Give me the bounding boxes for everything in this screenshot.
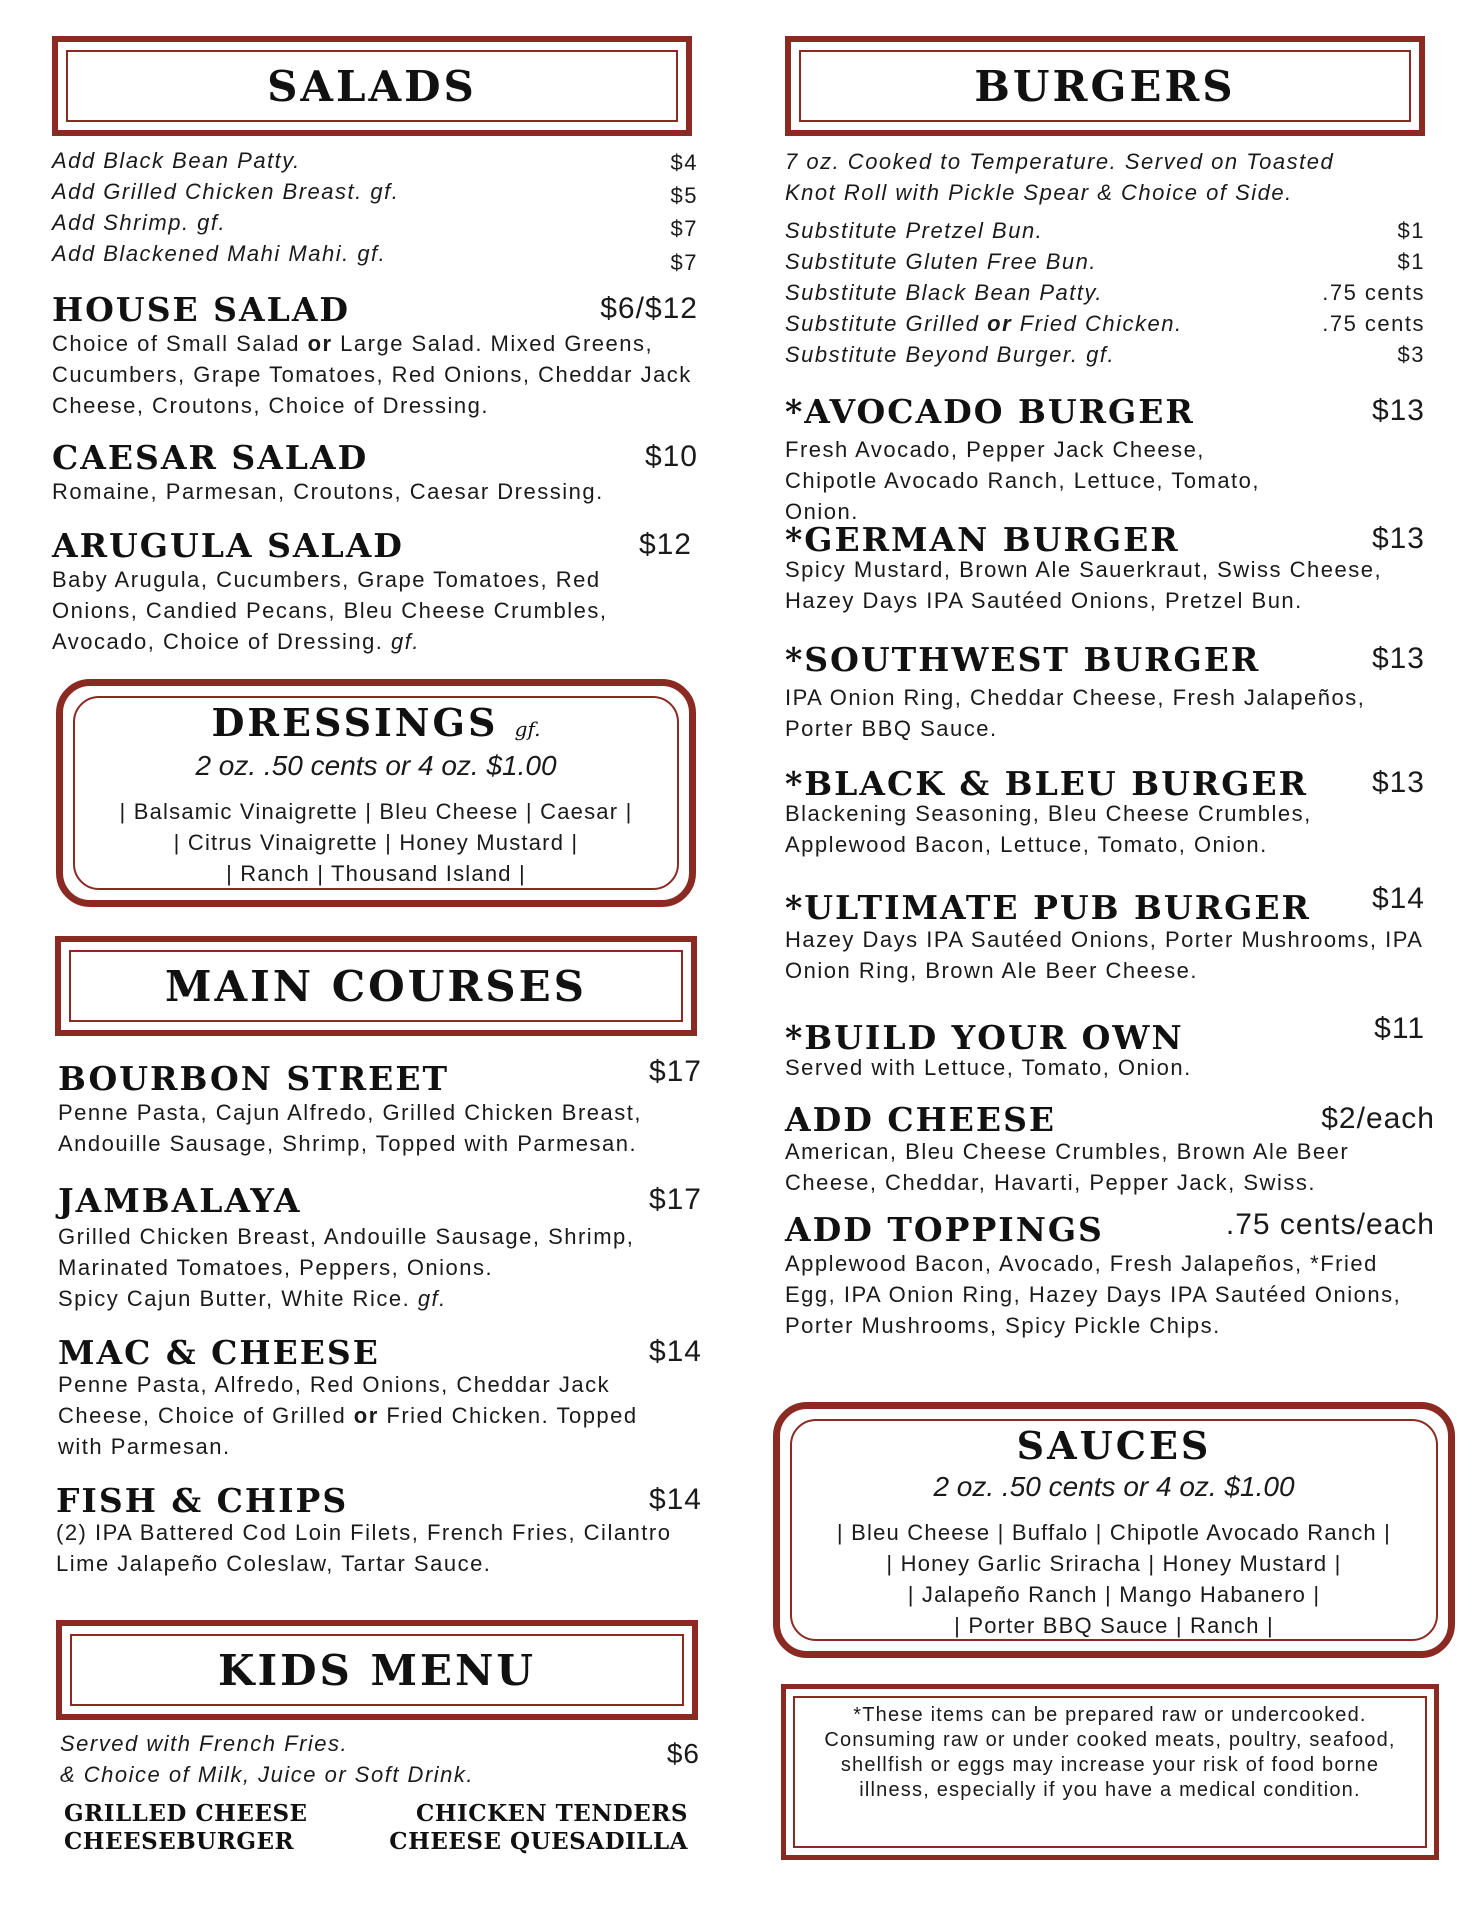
kids-menu-header: KIDS MENU bbox=[217, 1645, 537, 1695]
menu-item-fish-and-chips bbox=[56, 1481, 702, 1576]
item-description: Spicy Mustard, Brown Ale Sauerkraut, Swiss Cheese, Hazey Days IPA Sautéed Onions, Pretzel Bun. bbox=[785, 557, 1383, 613]
menu-item-add-toppings bbox=[785, 1210, 1435, 1350]
item-price: $10 bbox=[644, 440, 698, 473]
substitute-row: Substitute Grilled or Fried Chicken. .75 cents bbox=[785, 311, 1425, 336]
kids-note: Served with French Fries. bbox=[60, 1731, 349, 1756]
item-description: Served with Lettuce, Tomato, Onion. bbox=[785, 1055, 1192, 1080]
food-safety-disclaimer-box bbox=[781, 1684, 1439, 1860]
sauces-title: SAUCES bbox=[1016, 1423, 1212, 1468]
item-price: $14 bbox=[648, 1335, 702, 1368]
item-price: .75 cents/each bbox=[1225, 1208, 1435, 1241]
kids-item-cheeseburger: CHEESEBURGER bbox=[64, 1828, 295, 1855]
sauces-line: | Bleu Cheese | Buffalo | Chipotle Avocado Ranch | bbox=[836, 1520, 1392, 1545]
burgers-header-box bbox=[785, 36, 1425, 136]
kids-menu-header-box bbox=[56, 1620, 698, 1720]
addon-label: Add Grilled Chicken Breast. gf. bbox=[52, 179, 400, 204]
main-courses-header: MAIN COURSES bbox=[165, 961, 587, 1011]
substitute-row: Substitute Pretzel Bun. $1 bbox=[785, 218, 1425, 243]
sauces-line: | Porter BBQ Sauce | Ranch | bbox=[954, 1613, 1274, 1638]
burger-items bbox=[785, 392, 1440, 1352]
sauces-list bbox=[780, 1517, 1448, 1641]
dressings-line: | Citrus Vinaigrette | Honey Mustard | bbox=[173, 830, 579, 855]
item-description: Blackening Seasoning, Bleu Cheese Crumbles, Applewood Bacon, Lettuce, Tomato, Onion. bbox=[785, 801, 1312, 857]
item-title: CAESAR SALAD bbox=[52, 438, 369, 477]
item-title: JAMBALAYA bbox=[58, 1181, 302, 1220]
right-column bbox=[785, 0, 1440, 1920]
sauces-box bbox=[773, 1402, 1455, 1658]
addon-row bbox=[52, 179, 698, 209]
item-title: *ULTIMATE PUB BURGER bbox=[785, 888, 1311, 927]
item-price: $17 bbox=[648, 1183, 702, 1216]
substitute-row: Substitute Beyond Burger. gf. $3 bbox=[785, 342, 1425, 367]
burger-substitutes bbox=[785, 218, 1425, 378]
salad-items bbox=[52, 290, 698, 660]
salads-header: SALADS bbox=[267, 61, 477, 111]
menu-item-build-your-own bbox=[785, 1012, 1425, 1092]
item-price: $13 bbox=[1371, 394, 1425, 427]
main-courses-header-box bbox=[55, 936, 697, 1036]
dressings-line: | Ranch | Thousand Island | bbox=[226, 861, 526, 886]
addon-row bbox=[52, 148, 698, 178]
kids-price: $6 bbox=[666, 1738, 700, 1769]
menu-item-southwest-burger bbox=[785, 640, 1425, 740]
menu-item-black-and-bleu-burger bbox=[785, 764, 1425, 864]
menu-item-bourbon-street bbox=[58, 1055, 702, 1165]
item-title: BOURBON STREET bbox=[58, 1059, 450, 1098]
addon-price: $7 bbox=[670, 216, 698, 241]
item-title: ADD TOPPINGS bbox=[785, 1210, 1104, 1249]
addon-row bbox=[52, 210, 698, 240]
sauces-line: | Honey Garlic Sriracha | Honey Mustard | bbox=[886, 1551, 1342, 1576]
item-description: IPA Onion Ring, Cheddar Cheese, Fresh Jalapeños, Porter BBQ Sauce. bbox=[785, 685, 1366, 741]
menu-item-ultimate-pub-burger bbox=[785, 882, 1425, 986]
kids-note: & Choice of Milk, Juice or Soft Drink. bbox=[60, 1762, 475, 1787]
item-title: *BLACK & BLEU BURGER bbox=[785, 764, 1309, 803]
substitute-row: Substitute Black Bean Patty. .75 cents bbox=[785, 280, 1425, 305]
kids-menu-details bbox=[60, 1728, 700, 1858]
item-price: $17 bbox=[648, 1055, 702, 1088]
salad-addons bbox=[52, 148, 698, 278]
addon-label: Add Black Bean Patty. bbox=[52, 148, 301, 173]
item-description: Penne Pasta, Alfredo, Red Onions, Cheddar Jack Cheese, Choice of Grilled or Fried Chicken. Topped with Parmesan. bbox=[58, 1372, 638, 1459]
item-description: Baby Arugula, Cucumbers, Grape Tomatoes, Red Onions, Candied Pecans, Bleu Cheese Crumbles, Avocado, Choice of Dressing. gf. bbox=[52, 567, 608, 654]
item-title: FISH & CHIPS bbox=[56, 1481, 349, 1520]
item-description: Hazey Days IPA Sautéed Onions, Porter Mushrooms, IPA Onion Ring, Brown Ale Beer Cheese. bbox=[785, 927, 1423, 983]
item-description: Fresh Avocado, Pepper Jack Cheese, Chipotle Avocado Ranch, Lettuce, Tomato, Onion. bbox=[785, 437, 1261, 524]
item-title: *AVOCADO BURGER bbox=[785, 392, 1195, 431]
salads-header-box bbox=[52, 36, 692, 136]
menu-item-add-cheese bbox=[785, 1100, 1435, 1200]
item-title: *SOUTHWEST BURGER bbox=[785, 640, 1261, 679]
item-price: $6/$12 bbox=[600, 292, 698, 325]
dressings-box bbox=[56, 679, 696, 907]
dressings-title: DRESSINGS gf. bbox=[211, 700, 541, 745]
item-description: Grilled Chicken Breast, Andouille Sausage, Shrimp, Marinated Tomatoes, Peppers, Onions. Spicy Cajun Butter, White Rice. gf. bbox=[58, 1224, 635, 1311]
menu-item-arugula-salad bbox=[52, 526, 698, 656]
main-course-items bbox=[52, 1055, 702, 1575]
dressings-list bbox=[63, 796, 689, 889]
item-title: ADD CHEESE bbox=[785, 1100, 1057, 1139]
item-description: Choice of Small Salad or Large Salad. Mixed Greens, Cucumbers, Grape Tomatoes, Red Onions, Cheddar Jack Cheese, Croutons, Choice of Dressing. bbox=[52, 331, 692, 418]
item-price: $13 bbox=[1371, 642, 1425, 675]
burgers-intro: 7 oz. Cooked to Temperature. Served on Toasted Knot Roll with Pickle Spear & Choice of Side. bbox=[785, 149, 1335, 205]
item-title: *GERMAN BURGER bbox=[785, 520, 1180, 559]
burgers-header: BURGERS bbox=[974, 61, 1236, 111]
sauces-line: | Jalapeño Ranch | Mango Habanero | bbox=[907, 1582, 1321, 1607]
addon-price: $5 bbox=[670, 183, 698, 208]
item-description: Applewood Bacon, Avocado, Fresh Jalapeños, *Fried Egg, IPA Onion Ring, Hazey Days IPA Sautéed Onions, Porter Mushrooms, Spicy Pickle Chips. bbox=[785, 1251, 1402, 1338]
dressings-line: | Balsamic Vinaigrette | Bleu Cheese | Caesar | bbox=[119, 799, 633, 824]
addon-price: $7 bbox=[670, 250, 698, 275]
menu-item-jambalaya bbox=[58, 1181, 702, 1321]
item-price: $11 bbox=[1374, 1012, 1425, 1045]
addon-label: Add Shrimp. gf. bbox=[52, 210, 227, 235]
item-price: $13 bbox=[1371, 522, 1425, 555]
item-description: (2) IPA Battered Cod Loin Filets, French Fries, Cilantro Lime Jalapeño Coleslaw, Tartar Sauce. bbox=[56, 1520, 672, 1576]
item-title: HOUSE SALAD bbox=[52, 290, 351, 329]
item-price: $2/each bbox=[1321, 1102, 1435, 1135]
kids-item-cheese-quesadilla: CHEESE QUESADILLA bbox=[389, 1828, 688, 1855]
item-description: Romaine, Parmesan, Croutons, Caesar Dressing. bbox=[52, 479, 604, 504]
menu-item-mac-and-cheese bbox=[58, 1333, 702, 1463]
item-price: $12 bbox=[638, 528, 692, 561]
dressings-pricing: 2 oz. .50 cents or 4 oz. $1.00 bbox=[195, 750, 557, 781]
kids-item-chicken-tenders: CHICKEN TENDERS bbox=[415, 1800, 688, 1827]
item-description: American, Bleu Cheese Crumbles, Brown Ale Beer Cheese, Cheddar, Havarti, Pepper Jack, Swiss. bbox=[785, 1139, 1350, 1195]
addon-row bbox=[52, 241, 698, 275]
menu-item-house-salad bbox=[52, 290, 698, 420]
item-description: Penne Pasta, Cajun Alfredo, Grilled Chicken Breast, Andouille Sausage, Shrimp, Topped with Parmesan. bbox=[58, 1100, 642, 1156]
sauces-pricing: 2 oz. .50 cents or 4 oz. $1.00 bbox=[933, 1471, 1295, 1502]
item-title: MAC & CHEESE bbox=[58, 1333, 380, 1372]
item-price: $14 bbox=[1371, 882, 1425, 915]
menu-item-caesar-salad bbox=[52, 438, 698, 508]
substitute-row: Substitute Gluten Free Bun. $1 bbox=[785, 249, 1425, 274]
left-column bbox=[52, 0, 702, 1920]
gluten-free-tag: gf. bbox=[514, 717, 541, 741]
menu-item-german-burger bbox=[785, 520, 1425, 620]
addon-label: Add Blackened Mahi Mahi. gf. bbox=[52, 241, 387, 266]
item-price: $14 bbox=[648, 1483, 702, 1516]
kids-item-grilled-cheese: GRILLED CHEESE bbox=[64, 1800, 308, 1827]
menu-item-avocado-burger bbox=[785, 392, 1425, 524]
addon-price: $4 bbox=[670, 150, 698, 175]
item-price: $13 bbox=[1371, 766, 1425, 799]
food-safety-disclaimer: *These items can be prepared raw or undercooked. Consuming raw or under cooked meats, poultry, seafood, shellfish or eggs may increase your risk of food borne illness, especially if you have a medical condition. bbox=[824, 1704, 1396, 1801]
item-title: ARUGULA SALAD bbox=[52, 526, 404, 565]
item-title: *BUILD YOUR OWN bbox=[785, 1018, 1184, 1057]
